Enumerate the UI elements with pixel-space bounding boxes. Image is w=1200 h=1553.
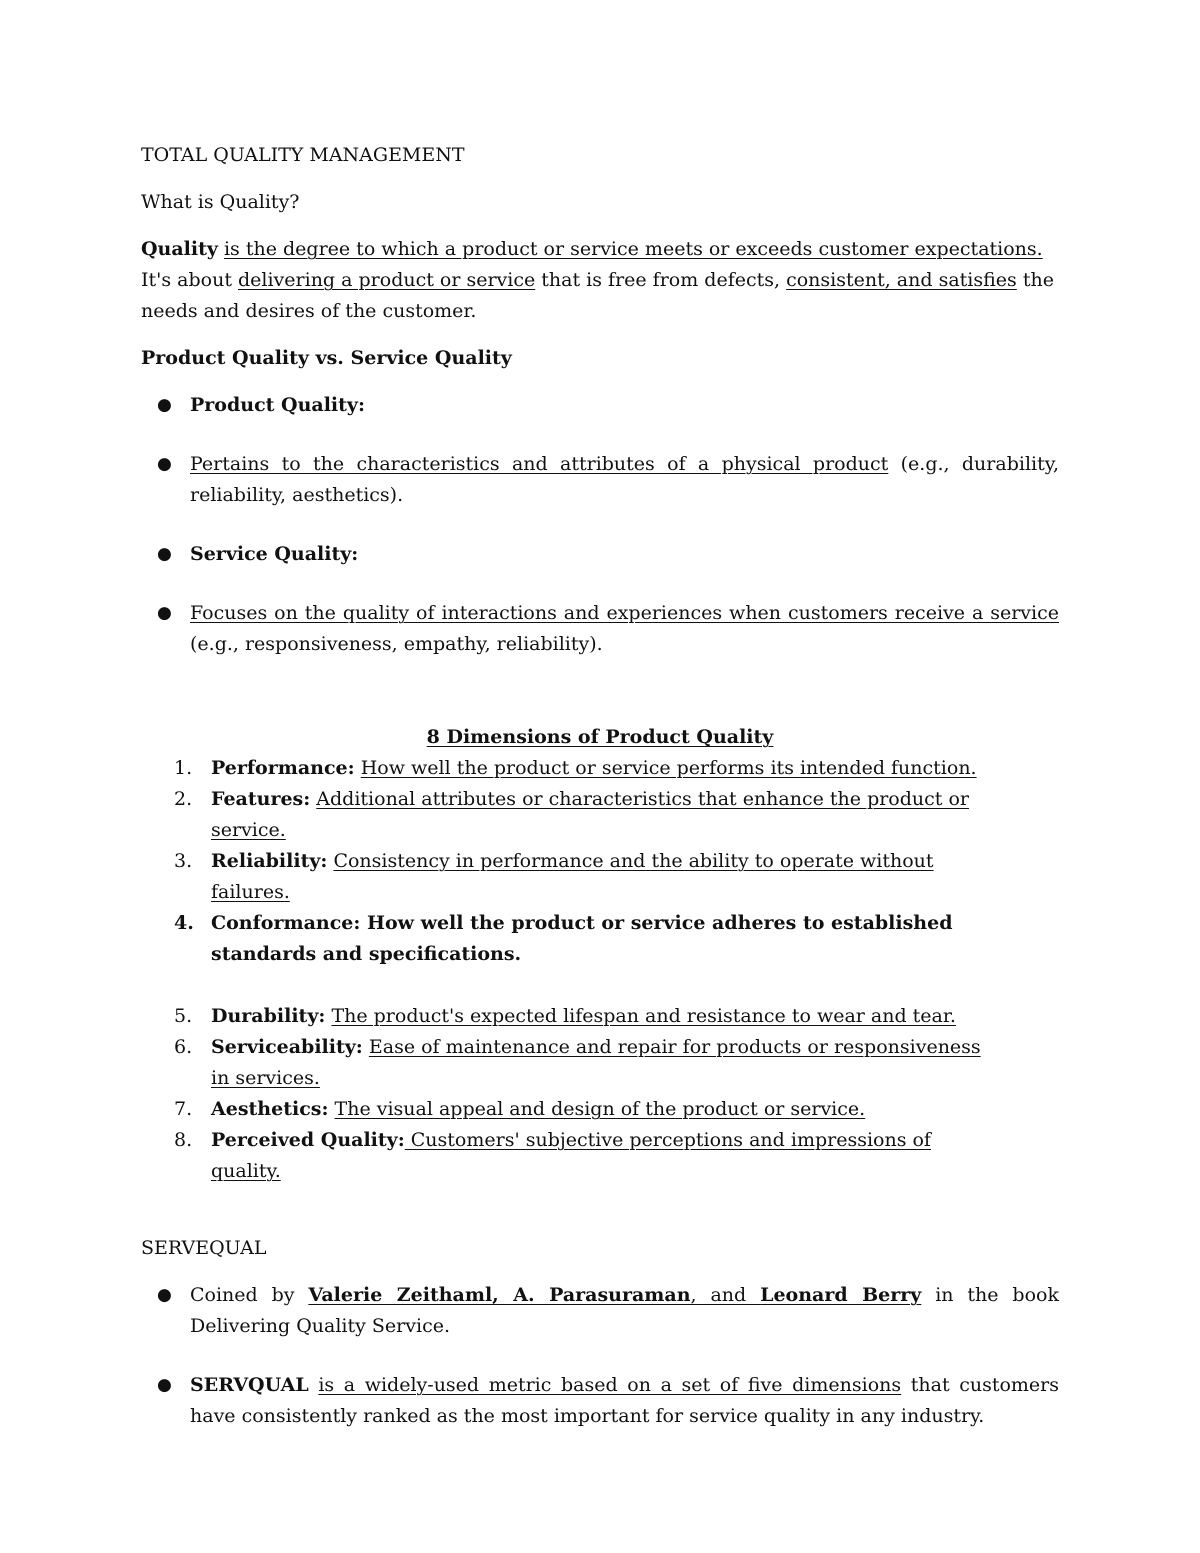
dimensions-heading: 8 Dimensions of Product Quality	[426, 726, 774, 748]
item-number: 4.	[174, 912, 194, 934]
dimension-desc: How well the product or service performs its intended function.	[360, 757, 977, 779]
dimension-item	[141, 846, 1059, 908]
quality-bullets	[141, 390, 1059, 660]
item-number: 2.	[174, 788, 193, 810]
doc-title: TOTAL QUALITY MANAGEMENT	[141, 144, 465, 166]
dimension-item	[141, 908, 1059, 970]
item-number: 5.	[174, 1005, 193, 1027]
product-quality-label: Product Quality:	[190, 394, 365, 416]
sq1-names	[308, 1284, 921, 1306]
item-number: 8.	[174, 1129, 193, 1151]
dimension-label: Reliability:	[211, 850, 328, 872]
dimension-label: Aesthetics:	[211, 1098, 329, 1120]
bullet-icon: ●	[157, 544, 172, 564]
dimension-label: Features:	[211, 788, 311, 810]
bullet-icon: ●	[157, 454, 172, 474]
servqual-desc: that customers have consistently ranked as the most important for service quality in any industry.	[190, 1374, 1059, 1427]
definition-underlined-1: is the degree to which a product or service meets or exceeds customer expectations.	[223, 238, 1043, 260]
dimension-item	[141, 1001, 1059, 1032]
item-number: 1.	[174, 757, 193, 779]
service-quality-desc: (e.g., responsiveness, empathy, reliability).	[190, 633, 603, 655]
list-item	[141, 539, 1059, 570]
dimension-desc: Additional attributes or characteristics that enhance the product or service.	[211, 788, 969, 841]
dimension-desc: How well the product or service adheres to established standards and specifications.	[211, 912, 953, 965]
document-page	[141, 140, 1059, 1432]
servqual-label: SERVQUAL	[190, 1374, 309, 1396]
item-number: 3.	[174, 850, 193, 872]
quality-definition	[141, 234, 1059, 327]
author-names: Valerie Zeithaml, A. Parasuraman	[308, 1284, 691, 1306]
dimension-desc: The product's expected lifespan and resistance to wear and tear.	[331, 1005, 956, 1027]
dimension-item	[141, 1094, 1059, 1125]
service-quality-label: Service Quality:	[190, 543, 359, 565]
dimensions-list	[141, 753, 1059, 1187]
bullet-icon: ●	[157, 603, 172, 623]
dimension-label: Conformance:	[211, 912, 361, 934]
dimension-item	[141, 1032, 1059, 1094]
dimension-desc: The visual appeal and design of the product or service.	[334, 1098, 866, 1120]
item-number: 7.	[174, 1098, 193, 1120]
dimension-label: Performance:	[211, 757, 355, 779]
dimension-label: Perceived Quality:	[211, 1129, 405, 1151]
bullet-icon: ●	[157, 395, 172, 415]
service-quality-desc-underlined: Focuses on the quality of interactions and experiences when customers receive a service	[190, 602, 1059, 624]
dimension-desc: Customers' subjective perceptions and impressions of quality.	[211, 1129, 931, 1182]
definition-text-2: that is free from defects,	[535, 269, 787, 291]
dimension-desc: Consistency in performance and the ability to operate without failures.	[211, 850, 934, 903]
sq1-text-1: Coined by	[190, 1284, 309, 1306]
bullet-icon: ●	[157, 1285, 172, 1305]
servqual-desc-underlined: is a widely-used metric based on a set of five dimensions	[318, 1374, 902, 1396]
question-what-is-quality: What is Quality?	[141, 191, 300, 213]
sq1-and: , and	[690, 1284, 761, 1306]
list-item	[141, 1280, 1059, 1342]
servequal-bullets	[141, 1280, 1059, 1432]
definition-text-3: the needs and desires of the customer.	[141, 269, 1054, 322]
dimension-label: Durability:	[211, 1005, 326, 1027]
list-item	[141, 449, 1059, 511]
list-item	[141, 598, 1059, 660]
product-quality-desc-underlined: Pertains to the characteristics and attributes of a physical product	[190, 453, 889, 475]
sq1-text-3: in the book Delivering Quality Service.	[190, 1284, 1059, 1337]
product-quality-desc: (e.g., durability, reliability, aesthetics).	[190, 453, 1059, 506]
definition-underlined-2: delivering a product or service	[238, 269, 536, 291]
term-quality: Quality	[141, 238, 218, 260]
item-number: 6.	[174, 1036, 193, 1058]
dimension-item	[141, 753, 1059, 784]
dimension-label: Serviceability:	[211, 1036, 363, 1058]
list-item	[141, 390, 1059, 421]
definition-underlined-3: consistent, and satisfies	[786, 269, 1017, 291]
dimension-item	[141, 1125, 1059, 1187]
dimension-item	[141, 784, 1059, 846]
servequal-heading: SERVEQUAL	[141, 1237, 267, 1259]
author-berry: Leonard Berry	[760, 1284, 922, 1306]
definition-text-1: It's about	[141, 269, 238, 291]
dimension-desc: Ease of maintenance and repair for products or responsiveness in services.	[211, 1036, 981, 1089]
list-item	[141, 1370, 1059, 1432]
product-vs-service-heading: Product Quality vs. Service Quality	[141, 347, 512, 369]
bullet-icon: ●	[157, 1375, 172, 1395]
